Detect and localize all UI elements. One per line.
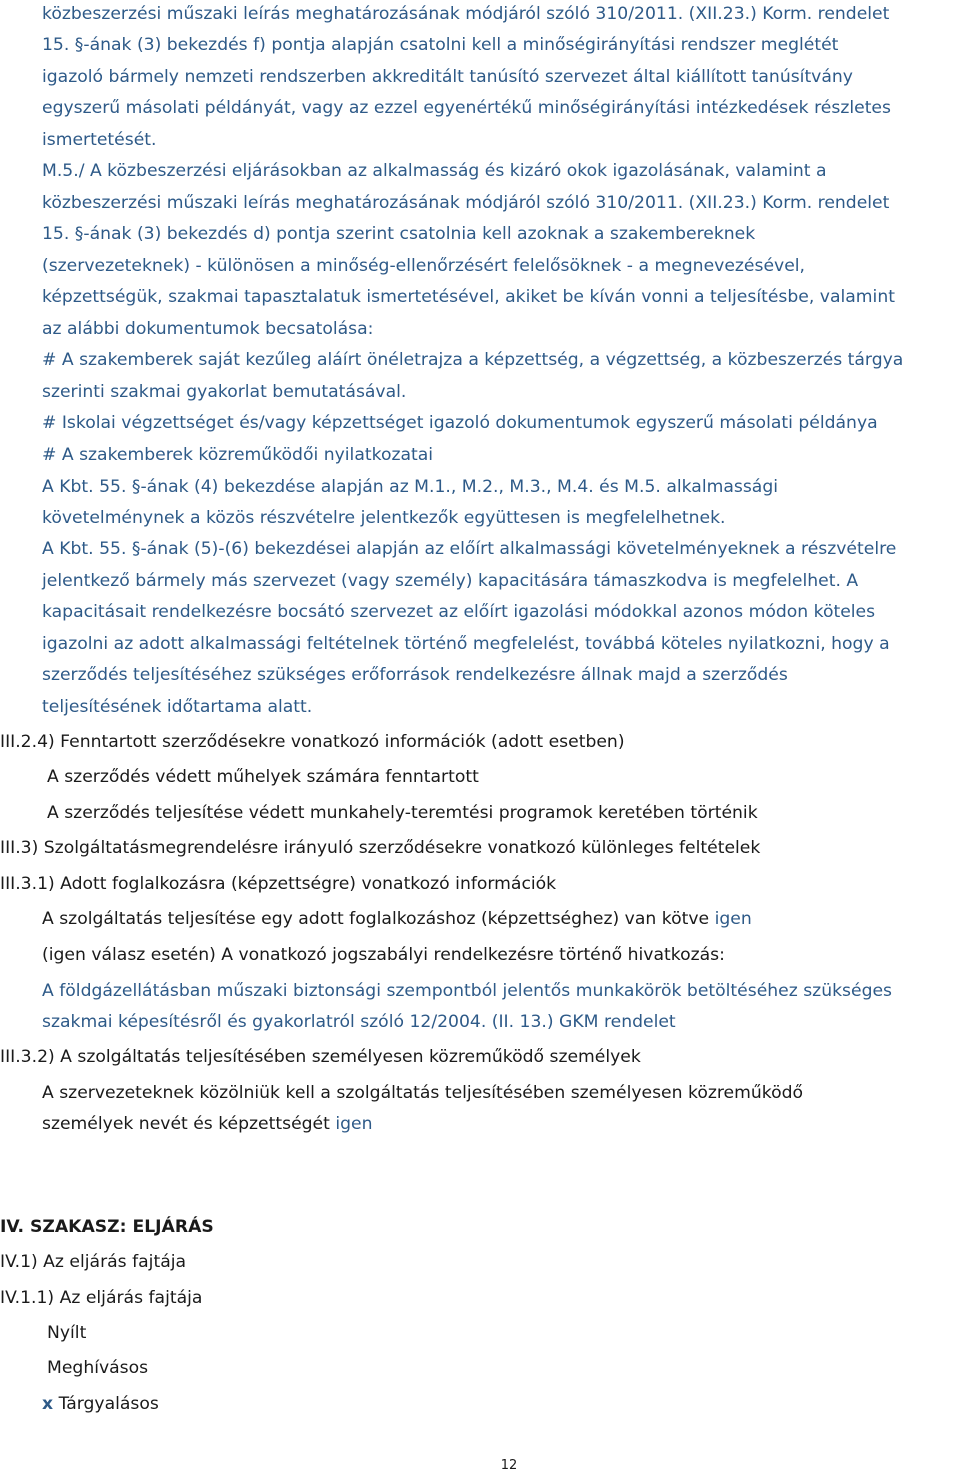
body-line: követelménynek a közös részvételre jelentkezők együttesen is megfelelhetnek. xyxy=(42,508,726,528)
occupation-question-text: A szolgáltatás teljesítése egy adott foglalkozáshoz (képzettséghez) van kötve xyxy=(42,909,710,929)
body-line: közbeszerzési műszaki leírás meghatározásának módjáról szóló 310/2011. (XII.23.) Korm. rendelet xyxy=(42,4,890,24)
body-line: M.5./ A közbeszerzési eljárásokban az alkalmasság és kizáró okok igazolásának, valamint a xyxy=(42,161,827,181)
personnel-text: személyek nevét és képzettségét xyxy=(42,1114,330,1134)
procedure-option-label: Tárgyalásos xyxy=(58,1394,159,1414)
legal-reference-label: (igen válasz esetén) A vonatkozó jogszabályi rendelkezésre történő hivatkozás: xyxy=(42,945,725,965)
body-line: szerinti szakmai gyakorlat bemutatásával. xyxy=(42,382,407,402)
personnel-answer: igen xyxy=(335,1114,373,1134)
body-line: egyszerű másolati példányát, vagy az ezzel egyenértékű minőségirányítási intézkedések részletes xyxy=(42,98,891,118)
section-heading-iv: IV. SZAKASZ: ELJÁRÁS xyxy=(0,1217,214,1237)
body-line: (szervezeteknek) - különösen a minőség-ellenőrzésért felelősöknek - a megnevezésével, xyxy=(42,256,806,276)
body-line: igazoló bármely nemzeti rendszerben akkreditált tanúsító szervezet által kiállított tanúsítvány xyxy=(42,67,853,87)
procedure-option-restricted: Meghívásos xyxy=(47,1358,149,1378)
body-line: képzettségük, szakmai tapasztalatuk ismertetésével, akiket be kíván vonni a teljesítésbe, valamint xyxy=(42,287,895,307)
body-line: szerződés teljesítéséhez szükséges erőforrások rendelkezésre állnak majd a szerződés xyxy=(42,665,788,685)
body-line: A Kbt. 55. §-ának (5)-(6) bekezdései alapján az előírt alkalmassági követelményeknek a részvételre xyxy=(42,539,897,559)
body-line: # A szakemberek közreműködői nyilatkozatai xyxy=(42,445,434,465)
body-line: # A szakemberek saját kezűleg aláírt önéletrajza a képzettség, a végzettség, a közbeszerzés tárgya xyxy=(42,350,904,370)
page-number: 12 xyxy=(500,1458,518,1473)
occupation-question xyxy=(42,908,752,930)
body-line: igazolni az adott alkalmassági feltételnek történő megfelelést, továbbá köteles nyilatkozni, hogy a xyxy=(42,634,890,654)
body-line: 15. §-ának (3) bekezdés f) pontja alapján csatolni kell a minőségirányítási rendszer meglétét xyxy=(42,35,839,55)
occupation-answer: igen xyxy=(714,909,752,929)
body-line: 15. §-ának (3) bekezdés d) pontja szerint csatolnia kell azoknak a szakembereknek xyxy=(42,224,756,244)
section-title-iii-2-4: III.2.4) Fenntartott szerződésekre vonatkozó információk (adott esetben) xyxy=(0,732,625,752)
body-line: közbeszerzési műszaki leírás meghatározásának módjáról szóló 310/2011. (XII.23.) Korm. rendelet xyxy=(42,193,890,213)
body-line: jelentkező bármely más szervezet (vagy személy) kapacitására támaszkodva is megfelelhet. A xyxy=(42,571,859,591)
procedure-option-open: Nyílt xyxy=(47,1323,87,1343)
procedure-option-negotiated xyxy=(42,1393,159,1415)
body-line: A Kbt. 55. §-ának (4) bekezdése alapján az M.1., M.2., M.3., M.4. és M.5. alkalmassági xyxy=(42,477,778,497)
reserved-option-2: A szerződés teljesítése védett munkahely-teremtési programok keretében történik xyxy=(47,803,758,823)
body-line: kapacitásait rendelkezésre bocsátó szervezet az előírt igazolási módokkal azonos módon köteles xyxy=(42,602,876,622)
section-title-iii-3-2: III.3.2) A szolgáltatás teljesítésében személyesen közreműködő személyek xyxy=(0,1047,641,1067)
section-title-iii-3: III.3) Szolgáltatásmegrendelésre irányuló szerződésekre vonatkozó különleges feltételek xyxy=(0,838,761,858)
body-line: teljesítésének időtartama alatt. xyxy=(42,697,313,717)
section-title-iv-1: IV.1) Az eljárás fajtája xyxy=(0,1252,187,1272)
legal-reference-line: A földgázellátásban műszaki biztonsági szempontból jelentős munkakörök betöltéséhez szükséges xyxy=(42,981,893,1001)
reserved-option-1: A szerződés védett műhelyek számára fenntartott xyxy=(47,767,479,787)
body-line: # Iskolai végzettséget és/vagy képzettséget igazoló dokumentumok egyszerű másolati példánya xyxy=(42,413,878,433)
selected-mark: x xyxy=(42,1394,54,1414)
personnel-text-line: A szervezeteknek közölniük kell a szolgáltatás teljesítésében személyesen közreműködő xyxy=(42,1083,804,1103)
personnel-text-line xyxy=(42,1113,373,1135)
legal-reference-line: szakmai képesítésről és gyakorlatról szóló 12/2004. (II. 13.) GKM rendelet xyxy=(42,1012,676,1032)
body-line: ismertetését. xyxy=(42,130,157,150)
body-line: az alábbi dokumentumok becsatolása: xyxy=(42,319,374,339)
section-title-iv-1-1: IV.1.1) Az eljárás fajtája xyxy=(0,1288,203,1308)
section-title-iii-3-1: III.3.1) Adott foglalkozásra (képzettségre) vonatkozó információk xyxy=(0,874,557,894)
